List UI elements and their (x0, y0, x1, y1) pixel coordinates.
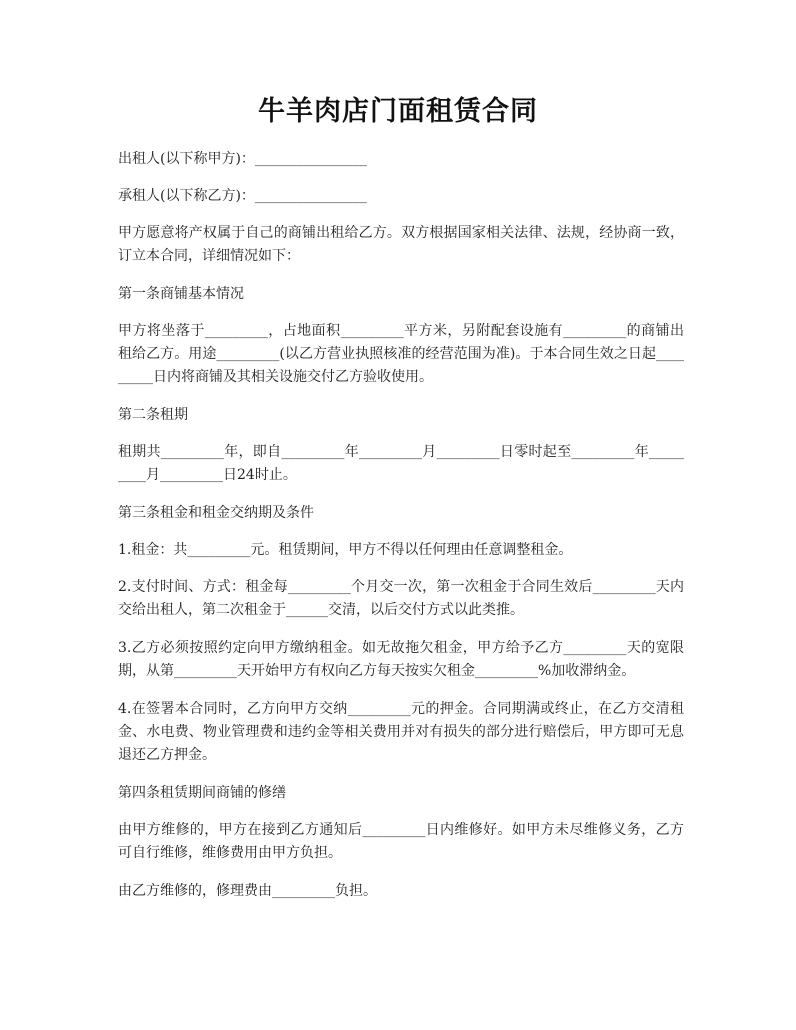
article-4-paragraph-2: 由乙方维修的，修理费由_________负担。 (118, 883, 377, 899)
article-3-clause-3: 3.乙方必须按照约定向甲方缴纳租金。如无故拖欠租金，甲方给予乙方_________天的宽限期，从第_________天开始甲方有权向乙方每天按实欠租金_________%加收滞纳金。 (118, 640, 684, 679)
article-3-clause-1: 1.租金：共_________元。租赁期间，甲方不得以任何理由任意调整租金。 (118, 542, 573, 558)
article-2-heading: 第二条租期 (118, 407, 188, 423)
article-1-paragraph: 甲方将坐落于_________，占地面积_________平方米，另附配套设施有_________的商铺出租给乙方。用途_________(以乙方营业执照核准的经营范围为准)。于本合同生效之日起_________日内将商铺及其相关设施交付乙方验收使用。 (118, 323, 684, 385)
document-body (118, 148, 684, 917)
article-2-paragraph: 租期共_________年，即自_________年_________月_________日零时起至_________年_________月_________日24时止。 (118, 444, 684, 483)
lessor-line: 出租人(以下称甲方)：________________ (118, 151, 367, 167)
article-4-paragraph-1: 由甲方维修的，甲方在接到乙方通知后_________日内维修好。如甲方未尽维修义务，乙方可自行维修，维修费用由甲方负担。 (118, 822, 684, 861)
article-4-heading: 第四条租赁期间商铺的修缮 (118, 785, 286, 801)
preamble-paragraph: 甲方愿意将产权属于自己的商铺出租给乙方。双方根据国家相关法律、法规，经协商一致，订立本合同，详细情况如下： (118, 225, 684, 264)
article-3-clause-2: 2.支付时间、方式：租金每_________个月交一次，第一次租金于合同生效后_________天内交给出租人，第二次租金于______交清，以后交付方式以此类推。 (118, 579, 684, 618)
article-3-clause-4: 4.在签署本合同时，乙方向甲方交纳_________元的押金。合同期满或终止，在乙方交清租金、水电费、物业管理费和违约金等相关费用并对有损失的部分进行赔偿后，甲方即可无息退还乙方押金。 (118, 701, 684, 763)
article-3-heading: 第三条租金和租金交纳期及条件 (118, 505, 314, 521)
lessee-line: 承租人(以下称乙方)：________________ (118, 188, 367, 204)
article-1-heading: 第一条商铺基本情况 (118, 286, 244, 302)
document-title: 牛羊肉店门面租赁合同 (258, 96, 538, 127)
